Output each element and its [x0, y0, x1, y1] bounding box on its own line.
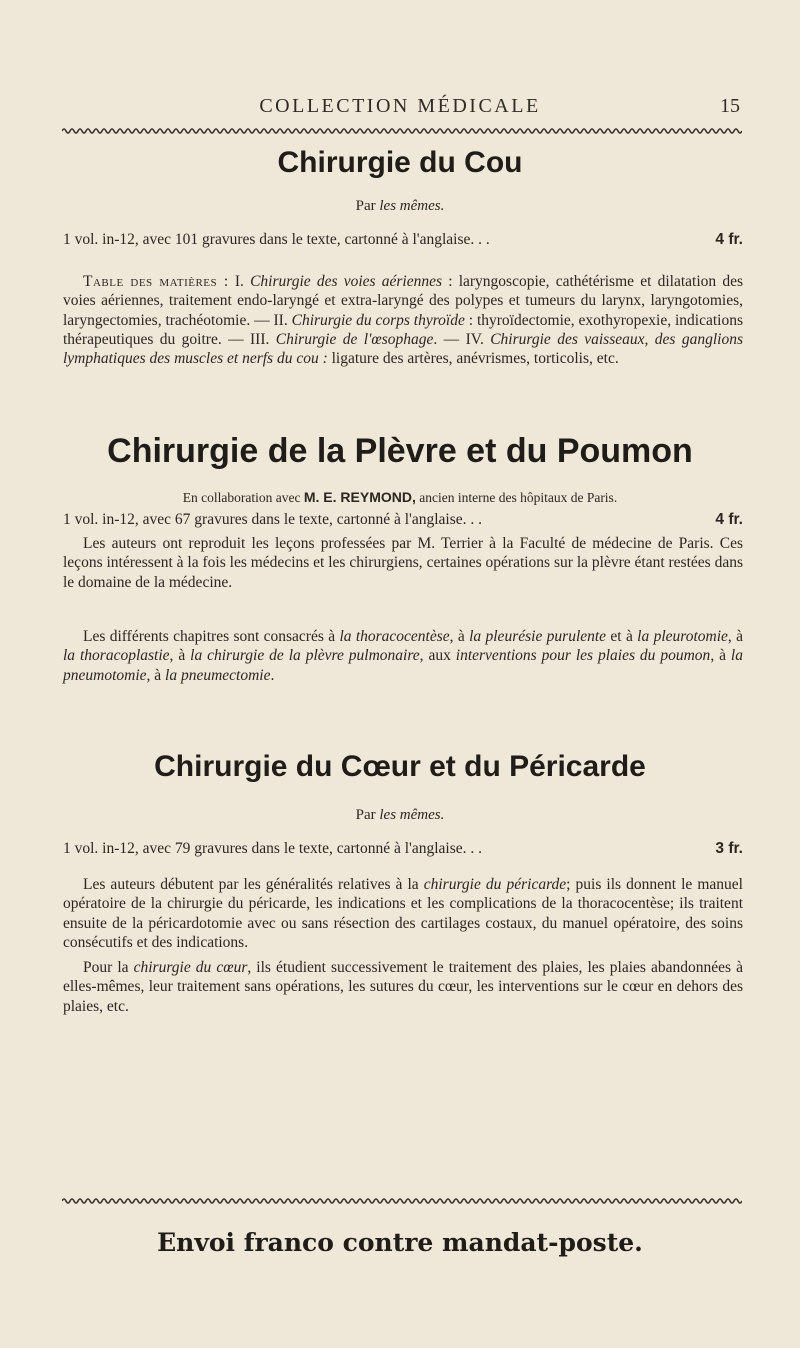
- collab-prefix: En collaboration avec: [182, 490, 301, 505]
- running-header: [0, 95, 800, 125]
- paragraph-plevre-2: [63, 627, 743, 685]
- text-run: Les auteurs débutent par les généralités relatives à la: [83, 876, 424, 893]
- collaboration-line: [0, 489, 800, 506]
- text-run: I.: [228, 273, 251, 290]
- wavy-rule-top-graphic: [62, 126, 742, 136]
- italic-run: Chirurgie des vaisseaux, des ganglions lymphatiques des muscles et nerfs du cou :: [63, 330, 743, 368]
- italic-run: la pleurésie purulente: [469, 628, 607, 645]
- price: 3 fr.: [715, 840, 743, 857]
- text-run: , aux: [419, 647, 456, 665]
- text-run: Pour la: [83, 959, 134, 976]
- text-run: , à: [710, 647, 731, 665]
- text-run: ; puis ils donnent le manuel opératoire de la chirurgie du péricarde, les indications et les complications de la thoracocentèse; ils traitent ensuite de la péricardotomie avec ou sans résection des cartilages costaux, du manuel opératoire, des soins consécutifs et des indications.: [63, 876, 743, 951]
- byline-cou: [0, 198, 800, 215]
- text-run: .: [270, 666, 275, 684]
- page-number: 15: [720, 95, 740, 117]
- text-run: et à: [606, 628, 638, 645]
- footer-notice: Envoi franco contre mandat-poste.: [157, 1228, 643, 1257]
- toc-label: Table des matières :: [83, 273, 229, 290]
- italic-run: Chirurgie des voies aériennes: [250, 273, 442, 290]
- byline-authors: les mêmes.: [379, 807, 445, 823]
- volume-line-plevre: [63, 511, 743, 529]
- italic-run: chirurgie du cœur: [133, 959, 248, 976]
- volume-description: 1 vol. in-12, avec 67 gravures dans le texte, cartonné à l'anglaise. . .: [63, 511, 482, 528]
- wavy-rule-bottom: [62, 1196, 742, 1206]
- italic-run: chirurgie du péricarde: [423, 876, 567, 893]
- section-title-coeur: Chirurgie du Cœur et du Péricarde: [154, 750, 646, 783]
- text-run: : laryngoscopie, cathétérisme et dilatation des voies aériennes, traitement endo-laryngé et extra-laryngé des polypes et tumeurs du larynx, laryngotomies, laryngectomies, trachéotomie. — II.: [63, 273, 743, 329]
- italic-run: interventions pour les plaies du poumon: [455, 647, 711, 665]
- volume-description: 1 vol. in-12, avec 101 gravures dans le texte, cartonné à l'anglaise. . .: [63, 231, 490, 248]
- italic-run: la pleurotomie: [637, 628, 728, 645]
- wavy-rule-top: [62, 126, 742, 136]
- italic-run: la chirurgie de la plèvre pulmonaire: [190, 647, 420, 665]
- italic-run: la thoracocentèse: [339, 628, 450, 645]
- text-run: , à: [727, 628, 743, 645]
- text-run: ligature des artères, anévrismes, torticolis, etc.: [327, 350, 619, 368]
- byline-authors: les mêmes.: [379, 198, 445, 214]
- byline-coeur: [0, 807, 800, 824]
- paragraph-coeur-1: [63, 875, 743, 952]
- collab-suffix: ancien interne des hôpitaux de Paris.: [419, 490, 618, 505]
- paragraph-plevre-1: Les auteurs ont reproduit les leçons professées par M. Terrier à la Faculté de médecine de Paris. Ces leçons intéressent à la fois les médecins et les chirurgiens, certaines opérations sur la plèvre étant restées dans le domaine de la médecine.: [63, 535, 743, 591]
- collab-name: M. E. REYMOND,: [303, 489, 416, 505]
- italic-run: la thoracoplastie: [63, 647, 170, 665]
- toc-paragraph-cou: [63, 272, 743, 368]
- text-run: , à: [449, 628, 470, 645]
- volume-line-coeur: [63, 840, 743, 858]
- wavy-line: [62, 129, 742, 133]
- text-run: , ils étudient successivement le traitement des plaies, les plaies abandonnées à elles-mêmes, leur traitement sans opérations, les sutures du cœur, les interventions sur le cœur en dehors des plaies, etc.: [63, 959, 743, 1015]
- text-run: , à: [169, 647, 191, 665]
- price: 4 fr.: [715, 231, 743, 248]
- italic-run: Chirurgie du corps thyroïde: [291, 311, 465, 329]
- italic-run: Chirurgie de l'œsophage: [275, 330, 434, 348]
- text-run: : thyroïdectomie, exothyropexie, indications thérapeutiques du goitre. — III.: [63, 311, 744, 348]
- collection-title: COLLECTION MÉDICALE: [259, 95, 541, 117]
- byline-prefix: Par: [355, 807, 376, 823]
- volume-line-cou: [63, 231, 743, 249]
- byline-prefix: Par: [355, 198, 376, 214]
- paragraph-coeur-2: [63, 958, 743, 1016]
- price: 4 fr.: [715, 511, 743, 528]
- text-run: , à: [146, 666, 166, 684]
- italic-run: la pneumotomie: [63, 647, 743, 684]
- section-title-plevre: Chirurgie de la Plèvre et du Poumon: [107, 432, 693, 470]
- wavy-rule-bottom-graphic: [62, 1196, 742, 1206]
- section-title-cou: Chirurgie du Cou: [277, 146, 523, 179]
- volume-description: 1 vol. in-12, avec 79 gravures dans le texte, cartonné à l'anglaise. . .: [63, 840, 482, 857]
- italic-run: la pneumectomie: [165, 666, 271, 684]
- text-run: Les différents chapitres sont consacrés à: [83, 628, 340, 645]
- text-run: . — IV.: [433, 330, 491, 348]
- wavy-line: [62, 1199, 742, 1203]
